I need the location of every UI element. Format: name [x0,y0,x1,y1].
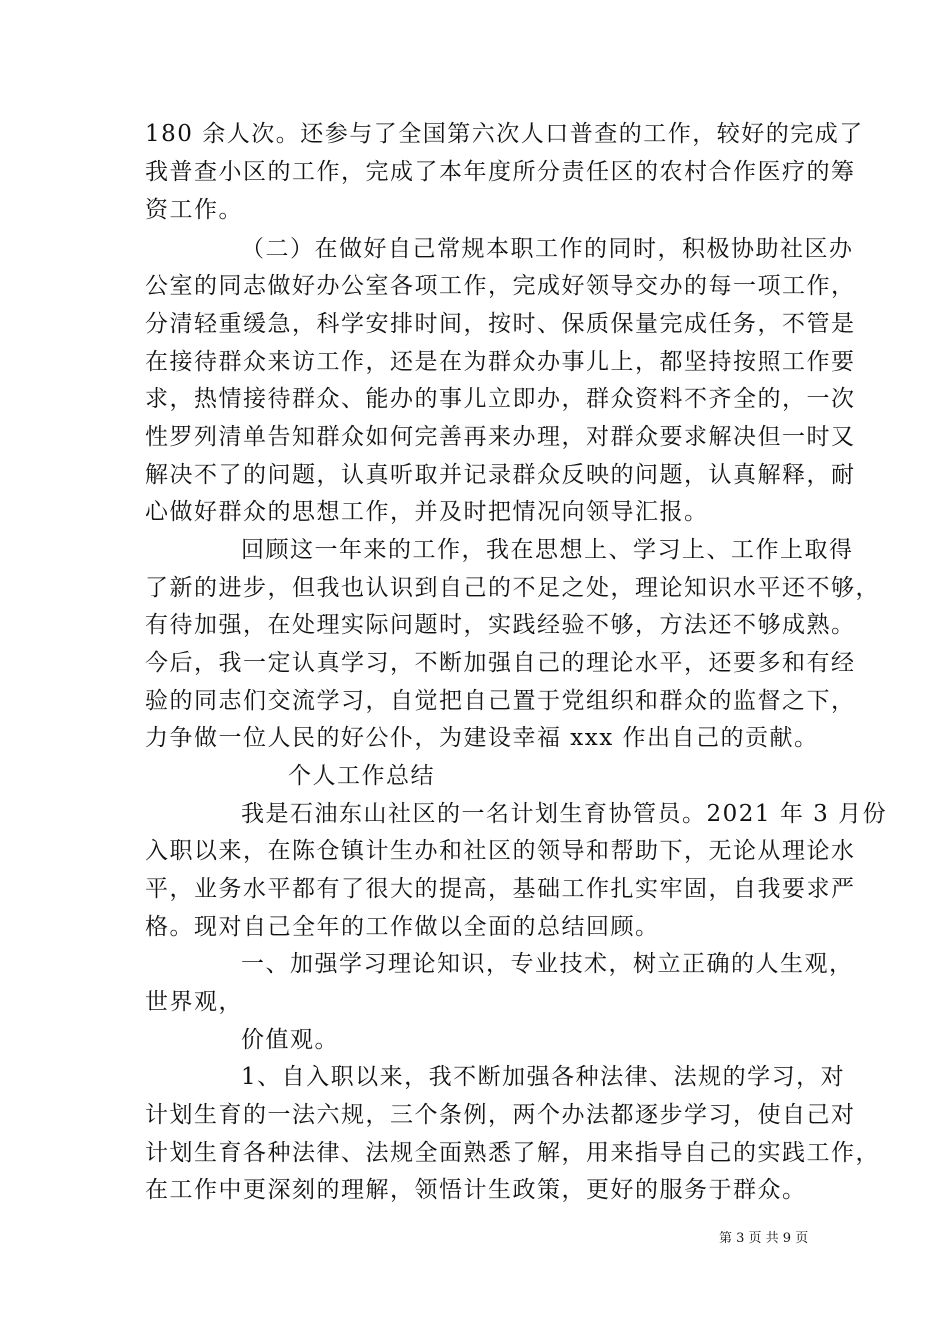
text-line: 验的同志们交流学习，自觉把自己置于党组织和群众的监督之下， [145,688,856,714]
text-line: 平，业务水平都有了很大的提高，基础工作扎实牢固，自我要求严 [145,876,856,902]
page-number-footer: 第 3 页 共 9 页 [719,1231,809,1246]
text-line: 我是石油东山社区的一名计划生育协管员。2021 年 3 月份 [241,801,888,827]
text-line: 在工作中更深刻的理解，领悟计生政策，更好的服务于群众。 [145,1177,807,1203]
text-line: 一、加强学习理论知识，专业技术，树立正确的人生观， [241,951,854,977]
section-title: 个人工作总结 [288,763,435,789]
text-line: 价值观。 [241,1027,339,1053]
text-line: 我普查小区的工作，完成了本年度所分责任区的农村合作医疗的筹 [145,159,856,185]
text-line: 性罗列清单告知群众如何完善再来办理，对群众要求解决但一时又 [145,424,856,450]
text-line: 资工作。 [145,197,243,223]
text-line: 计划生育各种法律、法规全面熟悉了解，用来指导自己的实践工作， [145,1140,880,1166]
text-line: 180 余人次。还参与了全国第六次人口普查的工作，较好的完成了 [145,121,864,147]
text-line: 入职以来，在陈仓镇计生办和社区的领导和帮助下，无论从理论水 [145,838,856,864]
text-line: 求，热情接待群众、能办的事儿立即办，群众资料不齐全的，一次 [145,386,856,412]
text-line: 公室的同志做好办公室各项工作，完成好领导交办的每一项工作， [145,273,856,299]
text-line: 有待加强，在处理实际问题时，实践经验不够，方法还不够成熟。 [145,612,856,638]
text-line: 世界观， [145,989,243,1015]
text-line: 回顾这一年来的工作，我在思想上、学习上、工作上取得 [241,537,854,563]
text-line: 在接待群众来访工作，还是在为群众办事儿上，都坚持按照工作要 [145,349,856,375]
text-line: 解决不了的问题，认真听取并记录群众反映的问题，认真解释，耐 [145,462,856,488]
text-line: 计划生育的一法六规，三个条例，两个办法都逐步学习，使自己对 [145,1102,856,1128]
text-line: 今后，我一定认真学习，不断加强自己的理论水平，还要多和有经 [145,650,856,676]
text-line: （二）在做好自己常规本职工作的同时，积极协助社区办 [241,236,854,262]
text-line: 心做好群众的思想工作，并及时把情况向领导汇报。 [145,499,709,525]
text-line: 1、自入职以来，我不断加强各种法律、法规的学习，对 [241,1064,846,1090]
text-line: 分清轻重缓急，科学安排时间，按时、保质保量完成任务，不管是 [145,311,856,337]
text-line: 力争做一位人民的好公仆，为建设幸福 xxx 作出自己的贡献。 [145,725,819,751]
text-line: 了新的进步，但我也认识到自己的不足之处，理论知识水平还不够， [145,575,880,601]
text-line: 格。现对自己全年的工作做以全面的总结回顾。 [145,914,660,940]
